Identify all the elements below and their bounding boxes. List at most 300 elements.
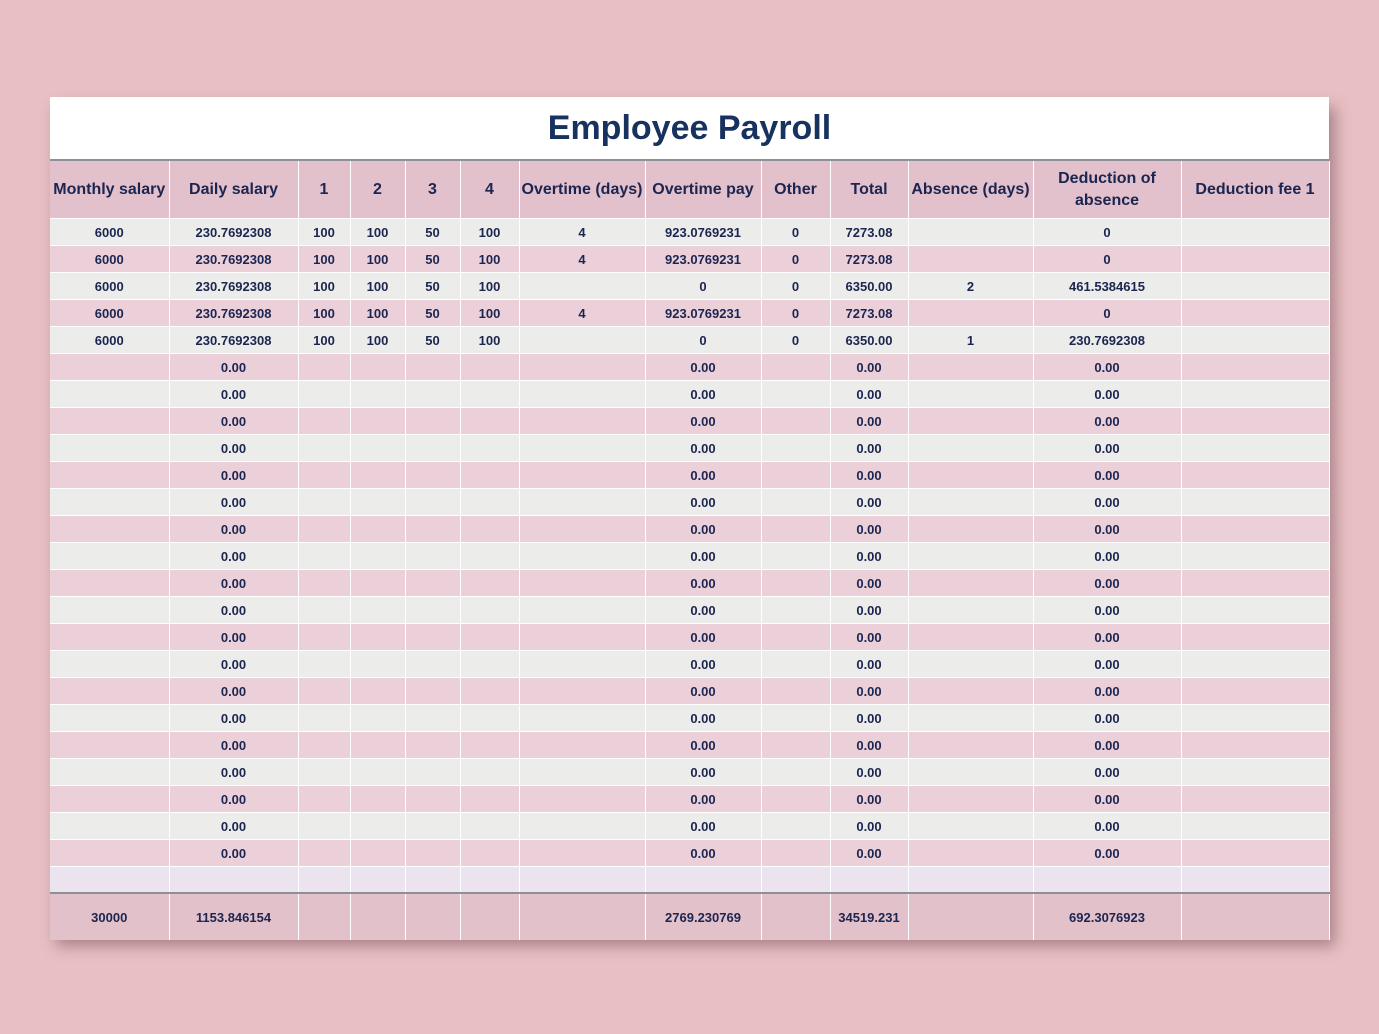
table-cell[interactable] (908, 408, 1033, 435)
table-cell[interactable] (405, 543, 460, 570)
table-cell[interactable]: 0.00 (169, 408, 298, 435)
column-header[interactable]: Daily salary (169, 161, 298, 219)
table-cell[interactable]: 0.00 (1033, 462, 1181, 489)
table-cell[interactable] (908, 300, 1033, 327)
table-cell[interactable] (645, 867, 761, 894)
table-cell[interactable] (1181, 435, 1329, 462)
column-header[interactable]: Absence (days) (908, 161, 1033, 219)
table-cell[interactable] (405, 381, 460, 408)
table-cell[interactable]: 0.00 (830, 570, 908, 597)
column-header[interactable]: Monthly salary (50, 161, 169, 219)
table-cell[interactable] (761, 597, 830, 624)
table-cell[interactable] (908, 435, 1033, 462)
table-cell[interactable]: 230.7692308 (169, 327, 298, 354)
table-cell[interactable] (761, 435, 830, 462)
table-cell[interactable] (908, 462, 1033, 489)
table-cell[interactable]: 0.00 (830, 435, 908, 462)
table-cell[interactable] (519, 651, 645, 678)
table-cell[interactable] (908, 624, 1033, 651)
table-cell[interactable]: 0.00 (645, 381, 761, 408)
table-cell[interactable]: 0.00 (645, 543, 761, 570)
table-cell[interactable] (908, 543, 1033, 570)
table-cell[interactable]: 0.00 (1033, 705, 1181, 732)
table-cell[interactable] (50, 489, 169, 516)
table-cell[interactable] (1181, 516, 1329, 543)
table-cell[interactable]: 0.00 (1033, 813, 1181, 840)
table-cell[interactable] (405, 516, 460, 543)
table-cell[interactable] (1181, 651, 1329, 678)
table-cell[interactable] (908, 381, 1033, 408)
table-cell[interactable] (460, 516, 519, 543)
table-cell[interactable] (1181, 597, 1329, 624)
table-cell[interactable]: 100 (298, 246, 350, 273)
table-cell[interactable]: 100 (350, 219, 405, 246)
table-cell[interactable] (908, 354, 1033, 381)
table-cell[interactable] (50, 759, 169, 786)
table-cell[interactable]: 50 (405, 219, 460, 246)
table-cell[interactable]: 0.00 (830, 759, 908, 786)
table-cell[interactable] (519, 543, 645, 570)
table-cell[interactable]: 0.00 (830, 462, 908, 489)
table-cell[interactable] (50, 678, 169, 705)
table-cell[interactable] (761, 381, 830, 408)
table-cell[interactable]: 6000 (50, 300, 169, 327)
table-cell[interactable]: 0.00 (645, 354, 761, 381)
table-cell[interactable]: 0.00 (1033, 597, 1181, 624)
total-cell[interactable]: 30000 (50, 893, 169, 940)
table-cell[interactable]: 6000 (50, 327, 169, 354)
table-cell[interactable]: 100 (298, 219, 350, 246)
table-cell[interactable]: 0.00 (169, 732, 298, 759)
table-cell[interactable]: 0.00 (169, 786, 298, 813)
table-cell[interactable] (350, 732, 405, 759)
table-cell[interactable] (519, 489, 645, 516)
total-cell[interactable] (908, 893, 1033, 940)
table-cell[interactable] (460, 651, 519, 678)
table-cell[interactable]: 0.00 (830, 840, 908, 867)
table-cell[interactable] (350, 543, 405, 570)
table-cell[interactable] (298, 489, 350, 516)
table-cell[interactable]: 0.00 (645, 462, 761, 489)
table-cell[interactable] (519, 759, 645, 786)
table-cell[interactable]: 0 (761, 246, 830, 273)
table-cell[interactable] (460, 381, 519, 408)
table-cell[interactable] (519, 273, 645, 300)
table-cell[interactable] (460, 462, 519, 489)
table-cell[interactable] (761, 840, 830, 867)
table-cell[interactable]: 0 (761, 300, 830, 327)
table-cell[interactable] (908, 732, 1033, 759)
table-cell[interactable] (405, 354, 460, 381)
total-cell[interactable] (761, 893, 830, 940)
table-cell[interactable] (519, 678, 645, 705)
table-cell[interactable] (405, 813, 460, 840)
table-cell[interactable]: 7273.08 (830, 246, 908, 273)
table-cell[interactable]: 6000 (50, 219, 169, 246)
table-cell[interactable]: 0.00 (1033, 786, 1181, 813)
table-cell[interactable] (908, 840, 1033, 867)
table-cell[interactable] (350, 786, 405, 813)
table-cell[interactable]: 100 (460, 327, 519, 354)
table-cell[interactable] (761, 354, 830, 381)
table-cell[interactable]: 0.00 (830, 597, 908, 624)
table-cell[interactable]: 50 (405, 273, 460, 300)
table-cell[interactable]: 0 (761, 273, 830, 300)
table-cell[interactable] (298, 678, 350, 705)
table-cell[interactable]: 0.00 (645, 570, 761, 597)
table-cell[interactable]: 0 (761, 327, 830, 354)
table-cell[interactable]: 1 (908, 327, 1033, 354)
table-cell[interactable]: 0 (645, 327, 761, 354)
table-cell[interactable]: 0 (1033, 219, 1181, 246)
table-cell[interactable]: 230.7692308 (169, 246, 298, 273)
table-cell[interactable]: 0.00 (645, 678, 761, 705)
total-cell[interactable] (1181, 893, 1329, 940)
table-cell[interactable] (298, 570, 350, 597)
table-cell[interactable] (405, 732, 460, 759)
table-cell[interactable] (50, 354, 169, 381)
table-cell[interactable] (460, 867, 519, 894)
table-cell[interactable] (908, 867, 1033, 894)
total-cell[interactable] (405, 893, 460, 940)
table-cell[interactable]: 0.00 (645, 813, 761, 840)
table-cell[interactable] (50, 516, 169, 543)
table-cell[interactable] (519, 786, 645, 813)
table-cell[interactable]: 100 (460, 300, 519, 327)
table-cell[interactable]: 0.00 (830, 624, 908, 651)
table-cell[interactable]: 0.00 (830, 408, 908, 435)
table-cell[interactable] (50, 408, 169, 435)
table-cell[interactable] (761, 489, 830, 516)
table-cell[interactable] (908, 759, 1033, 786)
table-cell[interactable]: 0.00 (169, 435, 298, 462)
column-header[interactable]: Deduction fee 1 (1181, 161, 1329, 219)
total-cell[interactable]: 2769.230769 (645, 893, 761, 940)
table-cell[interactable] (350, 435, 405, 462)
table-cell[interactable] (761, 570, 830, 597)
table-cell[interactable]: 6350.00 (830, 273, 908, 300)
table-cell[interactable] (50, 381, 169, 408)
table-cell[interactable]: 0.00 (1033, 489, 1181, 516)
table-cell[interactable] (761, 732, 830, 759)
table-cell[interactable] (350, 651, 405, 678)
total-cell[interactable]: 1153.846154 (169, 893, 298, 940)
table-cell[interactable] (908, 813, 1033, 840)
table-cell[interactable] (1181, 489, 1329, 516)
table-cell[interactable] (1181, 570, 1329, 597)
table-cell[interactable] (298, 705, 350, 732)
table-cell[interactable]: 4 (519, 300, 645, 327)
table-cell[interactable] (405, 408, 460, 435)
table-cell[interactable] (298, 516, 350, 543)
table-cell[interactable] (761, 651, 830, 678)
table-cell[interactable] (460, 732, 519, 759)
table-cell[interactable]: 0.00 (1033, 732, 1181, 759)
table-cell[interactable]: 230.7692308 (169, 273, 298, 300)
table-cell[interactable]: 0.00 (169, 354, 298, 381)
column-header[interactable]: Deduction of absence (1033, 161, 1181, 219)
table-cell[interactable]: 0.00 (169, 678, 298, 705)
table-cell[interactable]: 0.00 (169, 840, 298, 867)
column-header[interactable]: Total (830, 161, 908, 219)
table-cell[interactable] (519, 705, 645, 732)
column-header[interactable]: 2 (350, 161, 405, 219)
table-cell[interactable] (405, 597, 460, 624)
table-cell[interactable] (405, 786, 460, 813)
table-cell[interactable] (519, 813, 645, 840)
total-cell[interactable] (350, 893, 405, 940)
table-cell[interactable]: 0.00 (169, 543, 298, 570)
table-cell[interactable] (350, 867, 405, 894)
table-cell[interactable] (761, 786, 830, 813)
table-cell[interactable] (519, 624, 645, 651)
table-cell[interactable] (519, 408, 645, 435)
table-cell[interactable]: 0.00 (1033, 516, 1181, 543)
table-cell[interactable] (405, 624, 460, 651)
table-cell[interactable] (50, 435, 169, 462)
table-cell[interactable] (50, 813, 169, 840)
table-cell[interactable] (761, 759, 830, 786)
table-cell[interactable] (298, 381, 350, 408)
table-cell[interactable] (908, 570, 1033, 597)
table-cell[interactable] (460, 597, 519, 624)
table-cell[interactable]: 7273.08 (830, 300, 908, 327)
table-cell[interactable]: 0.00 (645, 408, 761, 435)
table-cell[interactable] (350, 462, 405, 489)
table-cell[interactable] (1181, 705, 1329, 732)
table-cell[interactable] (298, 840, 350, 867)
table-cell[interactable] (298, 786, 350, 813)
table-cell[interactable] (519, 570, 645, 597)
table-cell[interactable]: 100 (460, 273, 519, 300)
table-cell[interactable]: 0.00 (1033, 678, 1181, 705)
table-cell[interactable] (50, 732, 169, 759)
table-cell[interactable]: 0.00 (645, 624, 761, 651)
table-cell[interactable]: 0.00 (645, 786, 761, 813)
table-cell[interactable] (908, 651, 1033, 678)
table-cell[interactable] (761, 813, 830, 840)
table-cell[interactable] (350, 354, 405, 381)
table-cell[interactable]: 100 (298, 327, 350, 354)
table-cell[interactable] (350, 840, 405, 867)
table-cell[interactable] (350, 570, 405, 597)
table-cell[interactable] (298, 813, 350, 840)
table-cell[interactable] (761, 543, 830, 570)
table-cell[interactable]: 0.00 (830, 678, 908, 705)
table-cell[interactable] (350, 624, 405, 651)
table-cell[interactable]: 0.00 (169, 759, 298, 786)
table-cell[interactable]: 0.00 (1033, 381, 1181, 408)
table-cell[interactable] (50, 705, 169, 732)
table-cell[interactable]: 0.00 (645, 732, 761, 759)
table-cell[interactable]: 0.00 (169, 570, 298, 597)
table-cell[interactable]: 0.00 (1033, 408, 1181, 435)
table-cell[interactable]: 50 (405, 327, 460, 354)
table-cell[interactable] (460, 570, 519, 597)
table-cell[interactable] (405, 435, 460, 462)
table-cell[interactable]: 0.00 (645, 435, 761, 462)
table-cell[interactable] (50, 624, 169, 651)
table-cell[interactable] (1181, 273, 1329, 300)
table-cell[interactable] (350, 597, 405, 624)
column-header[interactable]: 4 (460, 161, 519, 219)
table-cell[interactable] (50, 786, 169, 813)
table-cell[interactable] (460, 786, 519, 813)
table-cell[interactable] (460, 543, 519, 570)
table-cell[interactable] (350, 759, 405, 786)
table-cell[interactable]: 0 (761, 219, 830, 246)
table-cell[interactable] (405, 651, 460, 678)
table-cell[interactable]: 100 (350, 300, 405, 327)
table-cell[interactable]: 923.0769231 (645, 219, 761, 246)
table-cell[interactable] (298, 867, 350, 894)
table-cell[interactable] (519, 435, 645, 462)
table-cell[interactable] (908, 516, 1033, 543)
table-cell[interactable] (350, 381, 405, 408)
table-cell[interactable] (519, 732, 645, 759)
table-cell[interactable] (908, 246, 1033, 273)
table-cell[interactable]: 0.00 (830, 813, 908, 840)
table-cell[interactable] (460, 813, 519, 840)
table-cell[interactable]: 4 (519, 246, 645, 273)
table-cell[interactable] (298, 651, 350, 678)
table-cell[interactable] (169, 867, 298, 894)
table-cell[interactable]: 2 (908, 273, 1033, 300)
table-cell[interactable] (519, 327, 645, 354)
table-cell[interactable]: 230.7692308 (169, 300, 298, 327)
table-cell[interactable]: 6350.00 (830, 327, 908, 354)
table-cell[interactable] (1033, 867, 1181, 894)
table-cell[interactable] (1181, 840, 1329, 867)
table-cell[interactable] (460, 705, 519, 732)
table-cell[interactable]: 100 (350, 246, 405, 273)
table-cell[interactable] (350, 408, 405, 435)
table-cell[interactable]: 50 (405, 246, 460, 273)
table-cell[interactable]: 100 (460, 219, 519, 246)
table-cell[interactable]: 0.00 (1033, 759, 1181, 786)
table-cell[interactable] (350, 516, 405, 543)
table-cell[interactable]: 0.00 (169, 597, 298, 624)
column-header[interactable]: Overtime pay (645, 161, 761, 219)
table-cell[interactable] (350, 678, 405, 705)
total-cell[interactable]: 34519.231 (830, 893, 908, 940)
table-cell[interactable] (298, 408, 350, 435)
table-cell[interactable]: 0.00 (1033, 840, 1181, 867)
table-cell[interactable]: 6000 (50, 273, 169, 300)
table-cell[interactable] (405, 570, 460, 597)
total-cell[interactable]: 692.3076923 (1033, 893, 1181, 940)
column-header[interactable]: 1 (298, 161, 350, 219)
table-cell[interactable] (1181, 327, 1329, 354)
table-cell[interactable]: 0.00 (169, 489, 298, 516)
table-cell[interactable] (761, 624, 830, 651)
table-cell[interactable]: 0 (1033, 246, 1181, 273)
table-cell[interactable] (519, 462, 645, 489)
table-cell[interactable] (405, 462, 460, 489)
table-cell[interactable] (519, 840, 645, 867)
table-cell[interactable] (50, 840, 169, 867)
table-cell[interactable] (1181, 732, 1329, 759)
table-cell[interactable] (50, 651, 169, 678)
table-cell[interactable] (1181, 678, 1329, 705)
table-cell[interactable]: 230.7692308 (169, 219, 298, 246)
table-cell[interactable]: 0.00 (1033, 435, 1181, 462)
table-cell[interactable] (298, 732, 350, 759)
table-cell[interactable]: 230.7692308 (1033, 327, 1181, 354)
table-cell[interactable]: 100 (298, 273, 350, 300)
column-header[interactable]: 3 (405, 161, 460, 219)
table-cell[interactable] (460, 840, 519, 867)
table-cell[interactable] (50, 597, 169, 624)
table-cell[interactable] (298, 624, 350, 651)
total-cell[interactable] (519, 893, 645, 940)
table-cell[interactable]: 100 (350, 273, 405, 300)
table-cell[interactable]: 0.00 (1033, 354, 1181, 381)
table-cell[interactable] (1181, 246, 1329, 273)
table-cell[interactable]: 50 (405, 300, 460, 327)
table-cell[interactable]: 0 (645, 273, 761, 300)
table-cell[interactable] (298, 462, 350, 489)
table-cell[interactable] (460, 354, 519, 381)
table-cell[interactable] (761, 678, 830, 705)
table-cell[interactable] (298, 354, 350, 381)
table-cell[interactable] (350, 813, 405, 840)
table-cell[interactable] (1181, 219, 1329, 246)
table-cell[interactable] (50, 543, 169, 570)
table-cell[interactable] (1181, 381, 1329, 408)
table-cell[interactable]: 461.5384615 (1033, 273, 1181, 300)
table-cell[interactable] (1181, 786, 1329, 813)
column-header[interactable]: Overtime (days) (519, 161, 645, 219)
table-cell[interactable] (519, 597, 645, 624)
table-cell[interactable] (460, 678, 519, 705)
table-cell[interactable]: 923.0769231 (645, 300, 761, 327)
table-cell[interactable]: 100 (350, 327, 405, 354)
table-cell[interactable] (350, 705, 405, 732)
table-cell[interactable] (519, 354, 645, 381)
table-cell[interactable]: 0.00 (645, 840, 761, 867)
table-cell[interactable]: 0.00 (830, 516, 908, 543)
total-cell[interactable] (460, 893, 519, 940)
table-cell[interactable]: 0.00 (830, 354, 908, 381)
table-cell[interactable] (298, 759, 350, 786)
table-cell[interactable]: 0.00 (830, 705, 908, 732)
table-cell[interactable]: 0.00 (169, 813, 298, 840)
table-cell[interactable]: 0.00 (645, 651, 761, 678)
table-cell[interactable]: 0.00 (645, 759, 761, 786)
table-cell[interactable]: 0.00 (830, 651, 908, 678)
table-cell[interactable] (460, 489, 519, 516)
table-cell[interactable] (350, 489, 405, 516)
table-cell[interactable] (50, 867, 169, 894)
table-cell[interactable]: 0.00 (1033, 651, 1181, 678)
table-cell[interactable] (1181, 543, 1329, 570)
table-cell[interactable] (50, 462, 169, 489)
table-cell[interactable] (519, 381, 645, 408)
table-cell[interactable] (1181, 462, 1329, 489)
table-cell[interactable] (460, 759, 519, 786)
table-cell[interactable] (1181, 867, 1329, 894)
table-cell[interactable] (1181, 624, 1329, 651)
total-cell[interactable] (298, 893, 350, 940)
table-cell[interactable] (908, 678, 1033, 705)
table-cell[interactable] (519, 867, 645, 894)
table-cell[interactable]: 0.00 (169, 462, 298, 489)
table-cell[interactable] (298, 543, 350, 570)
table-cell[interactable]: 0.00 (169, 624, 298, 651)
table-cell[interactable]: 923.0769231 (645, 246, 761, 273)
table-cell[interactable] (1181, 408, 1329, 435)
